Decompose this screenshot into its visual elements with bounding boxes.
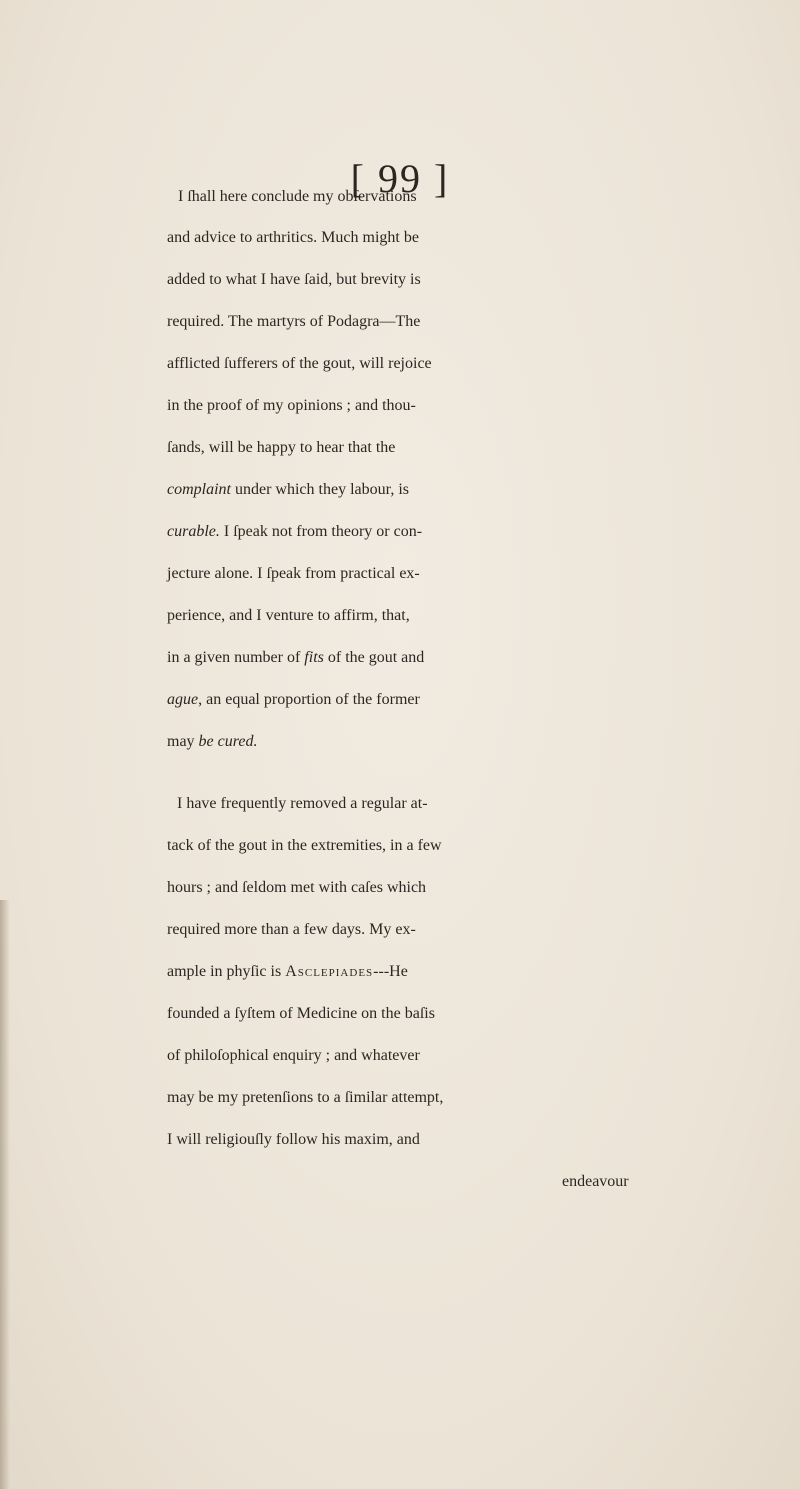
- text-line: and advice to arthritics. Much might be: [167, 229, 419, 246]
- page-edge-shadow: [0, 900, 10, 1489]
- text-line: I ſhall here conclude my obſervations: [178, 188, 417, 205]
- text-line: required more than a few days. My ex-: [167, 921, 416, 938]
- italic-word: be cured.: [198, 733, 258, 750]
- text-line: afflicted ſufferers of the gout, will rejoice: [167, 355, 432, 372]
- page-number: [ 99 ]: [350, 156, 450, 201]
- text-line: [167, 523, 422, 541]
- text-span: in a given number of: [167, 649, 305, 666]
- text-line: added to what I have ſaid, but brevity is: [167, 271, 421, 288]
- italic-word: curable.: [167, 523, 220, 540]
- text-span: ample in phyſic is: [167, 963, 286, 980]
- text-line: ſands, will be happy to hear that the: [167, 439, 396, 456]
- text-line: [167, 691, 420, 709]
- text-line: hours ; and ſeldom met with caſes which: [167, 879, 427, 896]
- text-span: may: [167, 733, 199, 750]
- text-line: [167, 649, 424, 667]
- text-line: required. The martyrs of Podagra—The: [167, 313, 421, 330]
- text-line: of philoſophical enquiry ; and whatever: [167, 1047, 420, 1064]
- text-span: under which they labour, is: [231, 481, 409, 498]
- italic-word: complaint: [167, 481, 231, 498]
- text-span: , an equal proportion of the former: [198, 691, 420, 708]
- text-span: I ſpeak not from theory or con-: [219, 523, 423, 540]
- italic-word: fits: [304, 649, 324, 666]
- text-line: may be my pretenſions to a ſimilar attempt,: [167, 1089, 444, 1106]
- text-line: I have frequently removed a regular at-: [177, 795, 428, 812]
- catchword: endeavour: [562, 1173, 629, 1190]
- text-line: perience, and I venture to affirm, that,: [167, 607, 410, 624]
- small-caps-name: Asclepiades: [285, 963, 374, 980]
- text-line: I will religiouſly follow his maxim, and: [167, 1131, 420, 1148]
- italic-word: ague: [167, 691, 199, 708]
- text-span: ---He: [373, 963, 408, 980]
- text-line: [167, 963, 408, 981]
- text-line: founded a ſyſtem of Medicine on the baſis: [167, 1005, 435, 1022]
- text-line: tack of the gout in the extremities, in a few: [167, 837, 442, 854]
- text-line: in the proof of my opinions ; and thou-: [167, 397, 416, 414]
- text-line: [167, 733, 257, 751]
- text-line: [167, 481, 409, 499]
- text-span: of the gout and: [323, 649, 425, 666]
- text-line: jecture alone. I ſpeak from practical ex-: [167, 565, 420, 582]
